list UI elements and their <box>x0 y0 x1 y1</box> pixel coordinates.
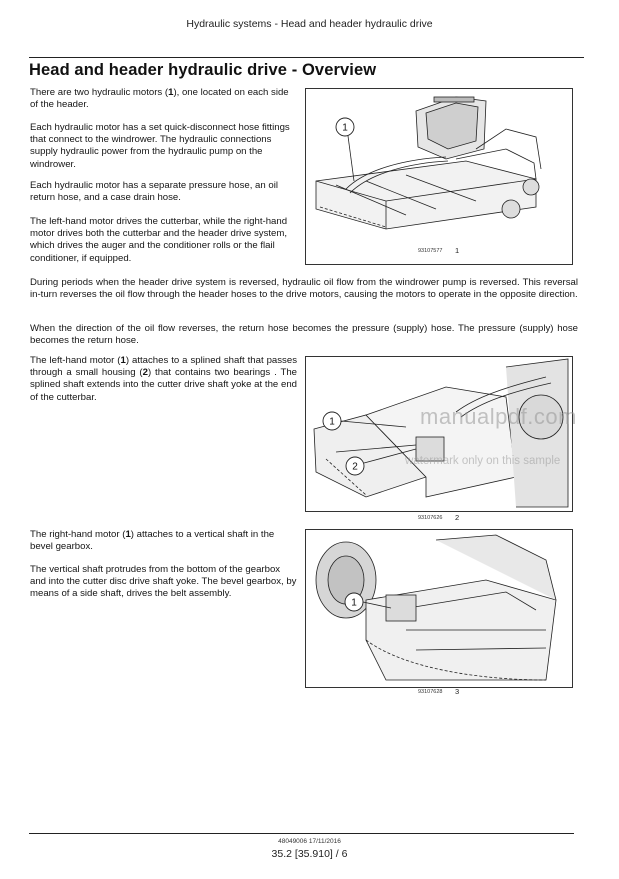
figure-2-number: 2 <box>455 513 460 522</box>
callout-label: 1 <box>342 122 348 134</box>
callout-label: 1 <box>351 597 357 609</box>
figure-2-illustration <box>306 357 572 511</box>
figure-1-code: 93107577 <box>418 248 443 254</box>
paragraph-two-motors: There are two hydraulic motors (1), one located on each side of the header. <box>30 87 289 111</box>
figure-2-code: 93107626 <box>418 515 443 521</box>
callout-label: 1 <box>329 416 335 428</box>
figure-3-code: 93107628 <box>418 689 443 695</box>
watermark-text: manualpdf.com <box>420 404 577 429</box>
running-header: Hydraulic systems - Head and header hydraulic drive <box>186 18 433 30</box>
figure-1-header-overview <box>305 88 573 265</box>
paragraph-quick-disconnect: Each hydraulic motor has a set quick-disconnect hose fittings that connect to the windrower. The hydraulic connections supply hydraulic power from the hydraulic pump on the windrower. <box>30 122 290 170</box>
paragraph-right-hand-motor: The right-hand motor (1) attaches to a vertical shaft in the bevel gearbox. <box>30 529 275 553</box>
section-title: Head and header hydraulic drive - Overview <box>29 57 584 80</box>
footer-rule <box>29 833 574 834</box>
figure-1-number: 1 <box>455 246 460 255</box>
callout-label: 2 <box>352 461 358 473</box>
footer-doc-code: 48049006 17/11/2016 <box>278 838 341 845</box>
paragraph-hoses: Each hydraulic motor has a separate pressure hose, an oil return hose, and a case drain hose. <box>30 180 278 204</box>
paragraph-reversal: During periods when the header drive system is reversed, hydraulic oil flow from the windrower pump is reversed. This reversal in-turn reverses the oil flow through the header hoses to the drive motors, causing the motors to operate in the opposite direction. <box>30 277 578 301</box>
figure-1-illustration <box>306 89 572 264</box>
footer-page-ref: 35.2 [35.910] / 6 <box>271 848 348 860</box>
figure-3-right-hand-motor <box>305 529 573 688</box>
figure-3-illustration <box>306 530 572 687</box>
paragraph-vertical-shaft: The vertical shaft protrudes from the bottom of the gearbox and into the cutter disc drive shaft yoke. The bevel gearbox, by means of a side shaft, drives the belt assembly. <box>30 564 297 600</box>
paragraph-oil-flow-reverses: When the direction of the oil flow reverses, the return hose becomes the pressure (supply) hose. The pressure (supply) hose becomes the return hose. <box>30 323 578 347</box>
paragraph-left-hand-motor: The left-hand motor (1) attaches to a splined shaft that passes through a small housing (2) that contains two bearings . The splined shaft extends into the cutter drive shaft yoke at the end of the cutterbar. <box>30 355 297 403</box>
watermark-subtext: watermark only on this sample <box>405 455 561 467</box>
figure-3-number: 3 <box>455 687 460 696</box>
figure-2-left-hand-motor <box>305 356 573 512</box>
paragraph-left-right-motor: The left-hand motor drives the cutterbar, while the right-hand motor drives both the cutterbar and the header drive system, which drives the auger and the conditioner rolls or the flail conditioner, if equipped. <box>30 216 288 264</box>
